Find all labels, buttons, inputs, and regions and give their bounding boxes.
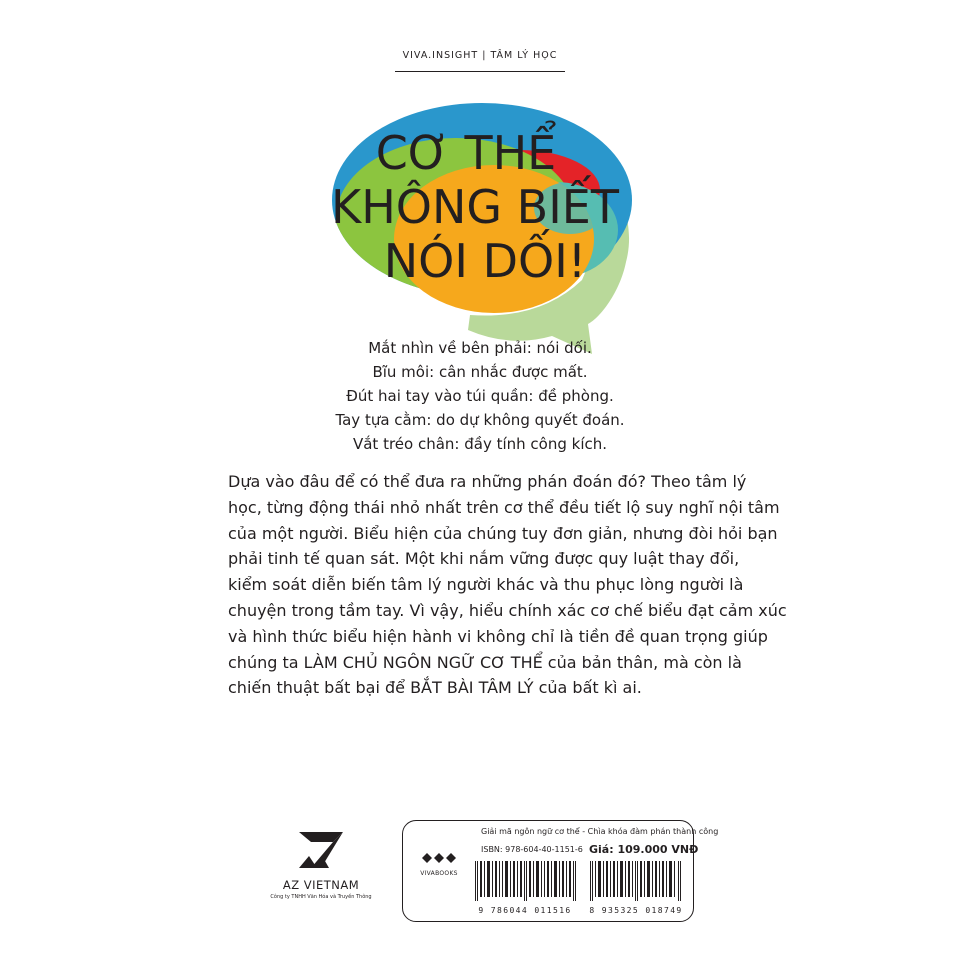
barcode-panel <box>402 820 719 922</box>
isbn-label: ISBN: 978-604-40-1151-6 <box>481 845 583 854</box>
publisher-subtitle: Công ty TNHH Văn Hóa và Truyền Thông <box>270 894 372 900</box>
imprint-name: VIVABOOKS <box>420 870 458 877</box>
key-point: Bĩu môi: cân nhắc được mất. <box>372 363 588 381</box>
product-barcode <box>589 861 683 915</box>
description-line: Dựa vào đâu để có thể đưa ra những phán đoán đó? Theo tâm lý <box>228 472 747 491</box>
publisher-logo <box>266 828 376 900</box>
description-line: chúng ta LÀM CHỦ NGÔN NGỮ CƠ THỂ của bản thân, mà còn là <box>228 652 742 672</box>
barcode-number: 8 935325 018749 <box>589 906 683 915</box>
description-line: của một người. Biểu hiện của chúng tuy đơn giản, nhưng đòi hỏi bạn <box>228 523 778 543</box>
key-point: Mắt nhìn về bên phải: nói dối. <box>368 339 592 357</box>
az-logo-icon <box>295 828 347 872</box>
key-points <box>330 336 630 456</box>
title-line: CƠ THỂ <box>375 126 557 180</box>
vivabooks-logo <box>415 849 463 877</box>
book-title <box>325 126 625 288</box>
price-label: Giá: 109.000 VNĐ <box>589 843 699 856</box>
description-line: phải tinh tế quan sát. Một khi nắm vững được quy luật thay đổi, <box>228 549 740 569</box>
description-paragraph <box>228 469 787 701</box>
isbn-barcode <box>473 861 577 915</box>
barcode-number: 9 786044 011516 <box>478 906 572 915</box>
key-point: Tay tựa cằm: do dự không quyết đoán. <box>335 411 625 429</box>
key-point: Đút hai tay vào túi quần: đề phòng. <box>346 387 614 405</box>
description-line: kiểm soát diễn biến tâm lý người khác và thu phục lòng người là <box>228 575 744 595</box>
barcode-bars <box>473 861 577 901</box>
publisher-name: AZ VIETNAM <box>282 878 360 892</box>
barcode-book-title: Giải mã ngôn ngữ cơ thể - Chìa khóa đàm phán thành công <box>481 827 719 836</box>
description-line: chuyện trong tầm tay. Vì vậy, hiểu chính xác cơ chế biểu đạt cảm xúc <box>228 600 787 620</box>
title-line: KHÔNG BIẾT <box>331 180 619 234</box>
barcode-bars <box>589 861 683 901</box>
description-line: học, từng động thái nhỏ nhất trên cơ thể đều tiết lộ suy nghĩ nội tâm <box>228 497 780 517</box>
description-line: và hình thức biểu hiện hành vi không chỉ là tiền đề quan trọng giúp <box>228 626 768 646</box>
vivabooks-diamonds-icon <box>421 852 457 864</box>
title-line: NÓI DỐI! <box>383 234 587 288</box>
key-point: Vắt tréo chân: đầy tính công kích. <box>352 435 608 453</box>
description-line: chiến thuật bất bại để BẮT BÀI TÂM LÝ của bất kì ai. <box>228 678 642 698</box>
series-label: VIVA.INSIGHT | TÂM LÝ HỌC <box>402 50 558 61</box>
